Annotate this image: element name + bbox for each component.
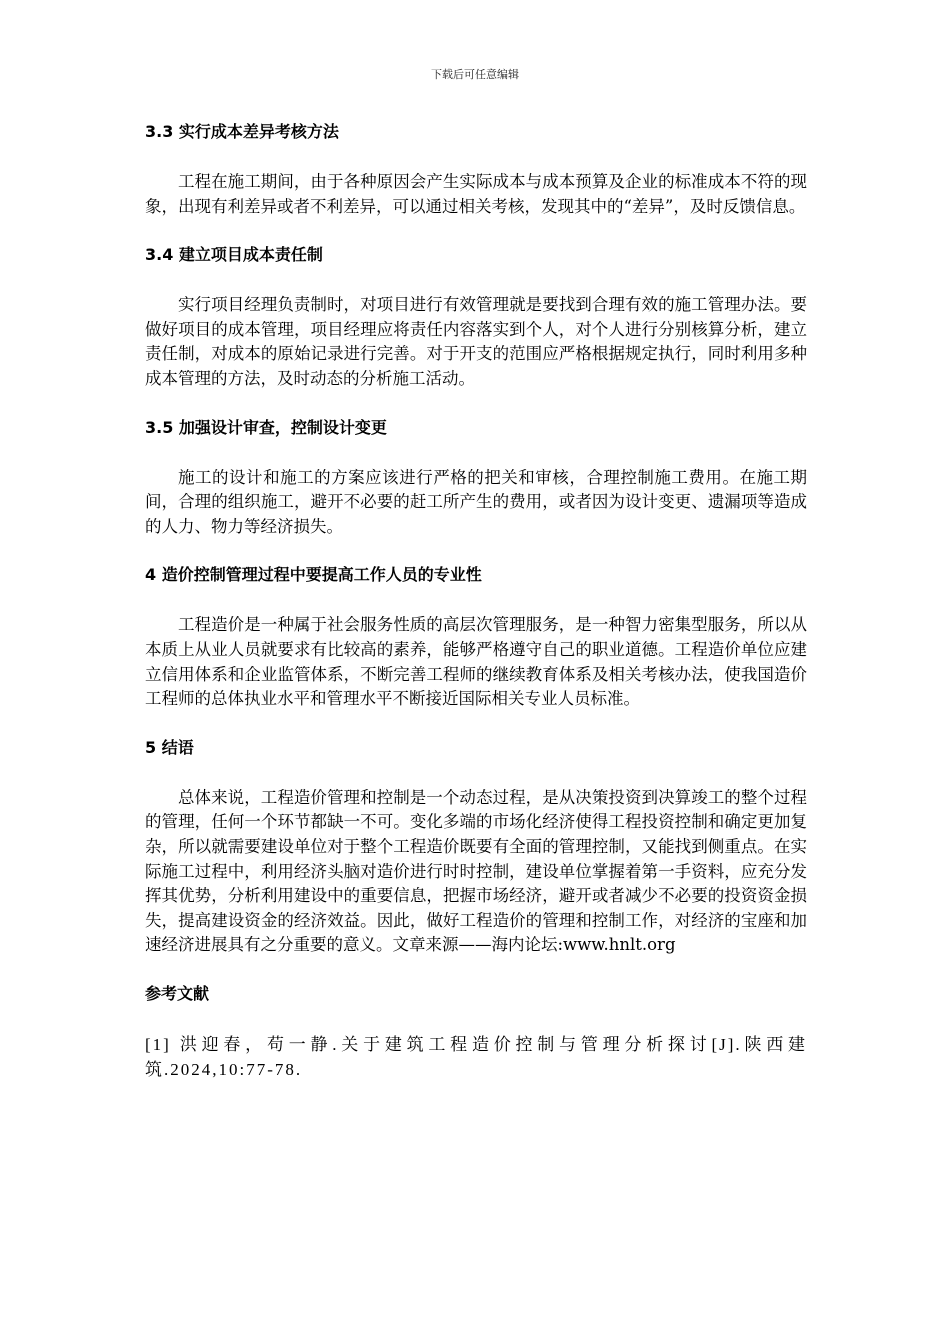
section-heading-5: 5 结语 (145, 737, 194, 757)
section-heading-4: 4 造价控制管理过程中要提高工作人员的专业性 (145, 565, 482, 585)
reference-item-1: [1] 洪迎春，苟一静.关于建筑工程造价控制与管理分析探讨[J].陕西建筑.2024,10:77-78. (145, 1034, 807, 1079)
section-paragraph-3-3: 工程在施工期间，由于各种原因会产生实际成本与成本预算及企业的标准成本不符的现象，出现有利差异或者不利差异，可以通过相关考核，发现其中的“差异”，及时反馈信息。 (145, 172, 807, 216)
section-heading-3-4: 3.4 建立项目成本责任制 (145, 245, 323, 265)
section-heading-3-3: 3.3 实行成本差异考核方法 (145, 122, 339, 141)
page-header-note: 下载后可任意编辑 (431, 68, 519, 81)
document-body (145, 120, 807, 1082)
section-heading-3-5: 3.5 加强设计审查，控制设计变更 (145, 417, 387, 437)
section-paragraph-4: 工程造价是一种属于社会服务性质的高层次管理服务，是一种智力密集型服务，所以从本质上从业人员就要求有比较高的素养，能够严格遵守自己的职业道德。工程造价单位应建立信用体系和企业监管体系，不断完善工程师的继续教育体系及相关考核办法，使我国造价工程师的总体执业水平和管理水平不断接近国际相关专业人员标准。 (145, 615, 807, 709)
section-paragraph-5: 总体来说，工程造价管理和控制是一个动态过程，是从决策投资到决算竣工的整个过程的管理，任何一个环节都缺一不可。变化多端的市场化经济使得工程投资控制和确定更加复杂，所以就需要建设单位对于整个工程造价既要有全面的管理控制，又能找到侧重点。在实际施工过程中，利用经济头脑对造价进行时时控制，建设单位掌握着第一手资料，应充分发挥其优势，分析利用建设中的重要信息，把握市场经济，避开或者减少不必要的投资资金损失，提高建设资金的经济效益。因此，做好工程造价的管理和控制工作，对经济的宝座和加速经济进展具有之分重要的意义。文章来源——海内论坛:www.hnlt.org (145, 787, 807, 955)
references-heading: 参考文献 (145, 983, 210, 1003)
section-paragraph-3-5: 施工的设计和施工的方案应该进行严格的把关和审核，合理控制施工费用。在施工期间，合理的组织施工，避开不必要的赶工所产生的费用，或者因为设计变更、遗漏项等造成的人力、物力等经济损失。 (145, 467, 807, 536)
section-paragraph-3-4: 实行项目经理负责制时，对项目进行有效管理就是要找到合理有效的施工管理办法。要做好项目的成本管理，项目经理应将责任内容落实到个人，对个人进行分别核算分析，建立责任制，对成本的原始记录进行完善。对于开支的范围应严格根据规定执行，同时利用多种成本管理的方法，及时动态的分析施工活动。 (145, 295, 807, 388)
